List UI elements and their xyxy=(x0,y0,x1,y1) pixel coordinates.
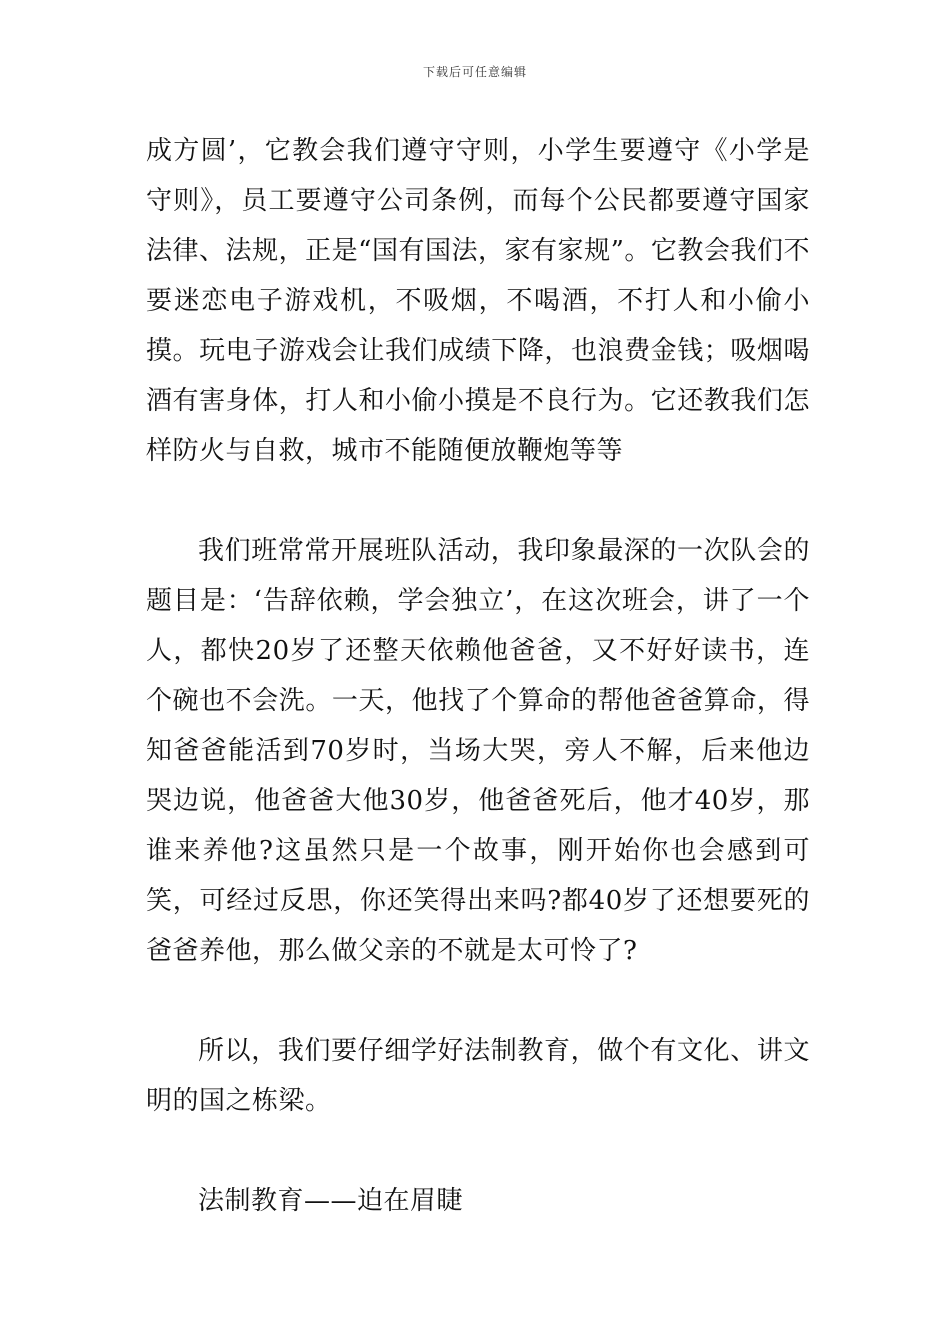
section-heading: 法制教育——迫在眉睫 xyxy=(198,1186,464,1216)
page-header: 下载后可任意编辑 xyxy=(422,65,527,79)
paragraph-2: 我们班常常开展班队活动，我印象最深的一次队会的题目是：‘告辞依赖，学会独立’，在这次班会，讲了一个人，都快20岁了还整天依赖他爸爸，又不好好读书，连个碗也不会洗。一天，他找了个算命的帮他爸爸算命，得知爸爸能活到70岁时，当场大哭，旁人不解，后来他边哭边说，他爸爸大他30岁，他爸爸死后，他才40岁，那谁来养他?这虽然只是一个故事，刚开始你也会感到可笑，可经过反思，你还笑得出来吗?都40岁了还想要死的爸爸养他，那么做父亲的不就是太可怜了? xyxy=(146,536,810,966)
paragraph-1: 成方圆’，它教会我们遵守守则，小学生要遵守《小学是守则》，员工要遵守公司条例，而每个公民都要遵守国家法律、法规，正是“国有国法，家有家规”。它教会我们不要迷恋电子游戏机，不吸烟，不喝酒，不打人和小偷小摸。玩电子游戏会让我们成绩下降，也浪费金钱；吸烟喝酒有害身体，打人和小偷小摸是不良行为。它还教我们怎样防火与自救，城市不能随便放鞭炮等等 xyxy=(146,136,810,466)
paragraph-3: 所以，我们要仔细学好法制教育，做个有文化、讲文明的国之栋梁。 xyxy=(146,1036,810,1116)
